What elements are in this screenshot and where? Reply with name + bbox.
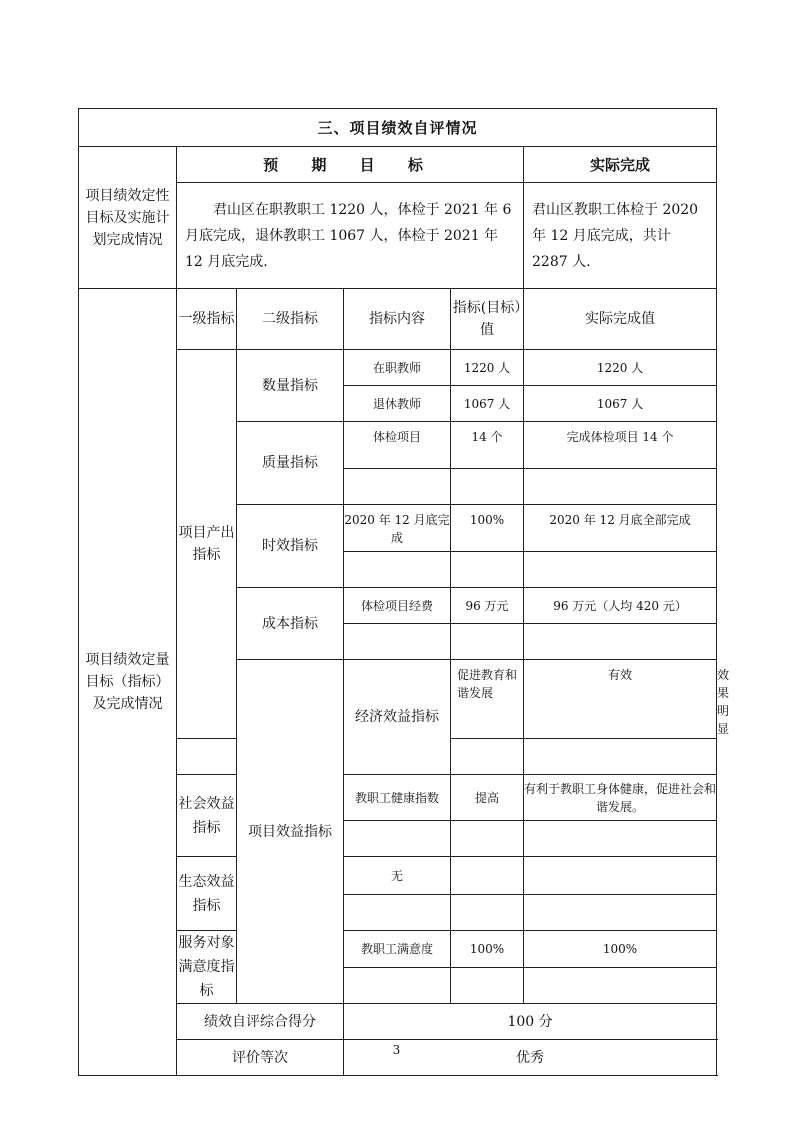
- section-title: 三、项目绩效自评情况: [79, 109, 717, 147]
- quality-actual-1: 完成体检项目 14 个: [524, 422, 717, 469]
- quantity-target-1: 1220 人: [451, 350, 524, 386]
- ecological-indicator-label: 生态效益指标: [177, 857, 237, 931]
- timeliness-target-1: 100%: [451, 505, 524, 552]
- social-target-2: [451, 821, 524, 857]
- output-indicator-category: 项目产出指标: [177, 350, 237, 739]
- quality-target-2: [451, 469, 524, 505]
- ecological-actual-1: [524, 857, 717, 895]
- ecological-actual-2: [524, 895, 717, 931]
- social-target-1: 提高: [451, 775, 524, 821]
- quantity-target-2: 1067 人: [451, 386, 524, 422]
- level2-header: 二级指标: [237, 289, 344, 350]
- cost-indicator-label: 成本指标: [237, 588, 344, 660]
- performance-evaluation-table: 三、项目绩效自评情况 项目绩效定性目标及实施计划完成情况 预 期 目 标 实际完成 君山区在职教职工 1220 人，体检于 2021 年 6 月底完成，退休教职工 1067 人，体检于 2021 年 12 月底完成. 君山区教职工体检于 2020 年 12 月底完成，共计 2287 人. 项目绩效定量目标（指标）及完成情况 一级指标 二级指标 指标内容 指标(目标）值 实际完成值 项目产出指标 数量指标 在职教师 1220 人 1220 人 退休教师 1067 人 1067 人 质量指标 体检项目 14 个 完成体检项目 14 个 时效指标 2020 年 12 月底完成 100% 2020 年 12 月底全部完成 成本指标 体检项目经费 96 万元 96 万元（人均 420 元） 项目效益指标 经济效益指标 促进教育和谐发展 有效 效果明显 社会效益指标 教职工健康指数 提高 有利于教职工身体健康，促进社会和谐发展。 生态效益指标 无 服务对象满意度指标 教职工满意度 100% 100% 绩效自评综合得分 100 分 评价等次 优秀: [78, 108, 717, 1076]
- satisfaction-actual-1: 100%: [524, 931, 717, 968]
- cost-target-2: [451, 624, 524, 660]
- ecological-content-2: [344, 895, 451, 931]
- ecological-target-1: [451, 857, 524, 895]
- social-content-1: 教职工健康指数: [344, 775, 451, 821]
- satisfaction-actual-2: [524, 967, 717, 1004]
- timeliness-indicator-label: 时效指标: [237, 505, 344, 588]
- cost-actual-2: [524, 624, 717, 660]
- timeliness-target-2: [451, 552, 524, 588]
- economic-content-1: 促进教育和谐发展: [451, 660, 524, 739]
- grade-label: 评价等次: [177, 1040, 344, 1076]
- quantity-content-1: 在职教师: [344, 350, 451, 386]
- quality-actual-2: [524, 469, 717, 505]
- expected-goal-text: 君山区在职教职工 1220 人，体检于 2021 年 6 月底完成，退休教职工 1067 人，体检于 2021 年 12 月底完成.: [177, 183, 524, 289]
- economic-actual-2: [524, 739, 717, 775]
- expected-goal-header: 预 期 目 标: [177, 147, 524, 183]
- satisfaction-content-1: 教职工满意度: [344, 931, 451, 968]
- content-header: 指标内容: [344, 289, 451, 350]
- grade-value: 优秀: [344, 1040, 717, 1076]
- social-indicator-label: 社会效益指标: [177, 775, 237, 857]
- quantity-actual-1: 1220 人: [524, 350, 717, 386]
- target-header: 指标(目标）值: [451, 289, 524, 350]
- cost-content-2: [344, 624, 451, 660]
- timeliness-actual-1: 2020 年 12 月底全部完成: [524, 505, 717, 552]
- economic-content-2: [177, 739, 237, 775]
- cost-target-1: 96 万元: [451, 588, 524, 624]
- quality-content-2: [344, 469, 451, 505]
- cost-content-1: 体检项目经费: [344, 588, 451, 624]
- quality-target-1: 14 个: [451, 422, 524, 469]
- cost-actual-1: 96 万元（人均 420 元）: [524, 588, 717, 624]
- social-content-2: [344, 821, 451, 857]
- indicators-row-label: 项目绩效定量目标（指标）及完成情况: [79, 289, 177, 1076]
- actual-completion-text: 君山区教职工体检于 2020 年 12 月底完成，共计 2287 人.: [524, 183, 717, 289]
- quality-indicator-label: 质量指标: [237, 422, 344, 505]
- score-label: 绩效自评综合得分: [177, 1004, 344, 1040]
- satisfaction-content-2: [344, 967, 451, 1004]
- quantity-content-2: 退休教师: [344, 386, 451, 422]
- quantity-actual-2: 1067 人: [524, 386, 717, 422]
- social-actual-2: [524, 821, 717, 857]
- economic-target-2: [451, 739, 524, 775]
- satisfaction-indicator-label: 服务对象满意度指标: [177, 931, 237, 1004]
- timeliness-content-2: [344, 552, 451, 588]
- actual-completion-header: 实际完成: [524, 147, 717, 183]
- economic-target-1: 有效: [524, 660, 717, 739]
- quantity-indicator-label: 数量指标: [237, 350, 344, 422]
- benefit-indicator-category: 项目效益指标: [237, 660, 344, 1004]
- ecological-target-2: [451, 895, 524, 931]
- satisfaction-target-1: 100%: [451, 931, 524, 968]
- score-value: 100 分: [344, 1004, 717, 1040]
- economic-indicator-label: 经济效益指标: [344, 660, 451, 775]
- timeliness-content-1: 2020 年 12 月底完成: [344, 505, 451, 552]
- social-actual-1: 有利于教职工身体健康，促进社会和谐发展。: [524, 775, 717, 821]
- actual-value-header: 实际完成值: [524, 289, 717, 350]
- ecological-content-1: 无: [344, 857, 451, 895]
- page-number: 3: [392, 1043, 401, 1057]
- goals-row-label: 项目绩效定性目标及实施计划完成情况: [79, 147, 177, 289]
- satisfaction-target-2: [451, 967, 524, 1004]
- level1-header: 一级指标: [177, 289, 237, 350]
- quality-content-1: 体检项目: [344, 422, 451, 469]
- timeliness-actual-2: [524, 552, 717, 588]
